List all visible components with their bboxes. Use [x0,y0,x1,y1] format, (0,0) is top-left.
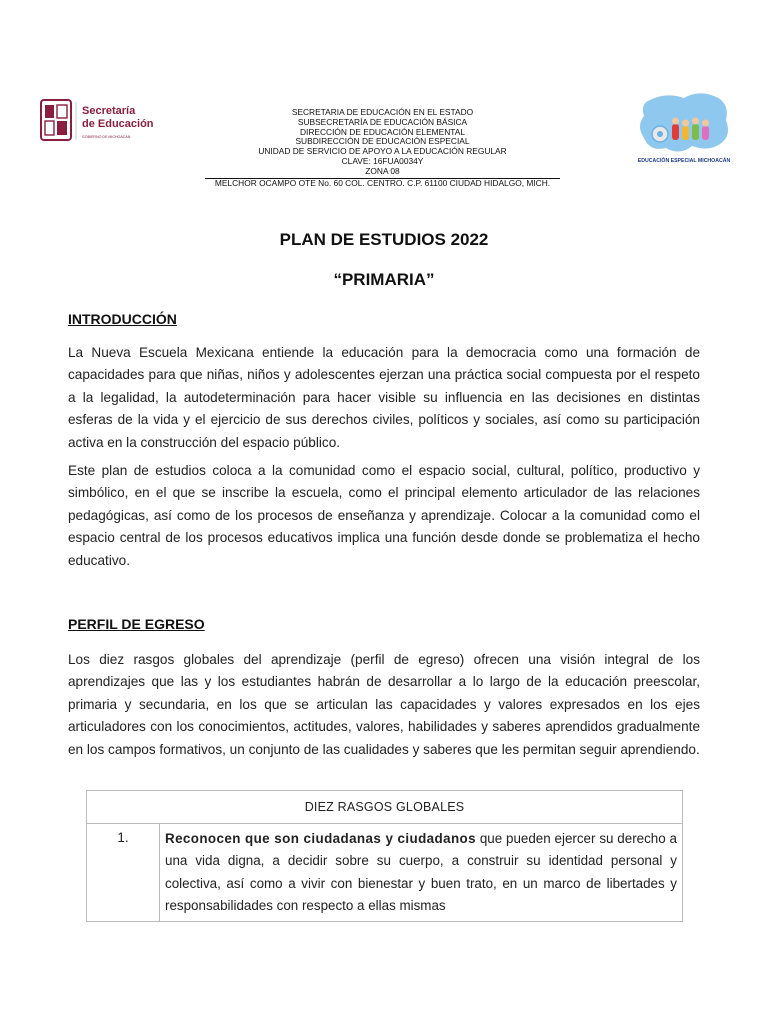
institution-line: UNIDAD DE SERVICIO DE APOYO A LA EDUCACIÓN REGULAR [258,146,507,157]
row-description [160,824,683,922]
row-text: que pueden ejercer su derecho a una vida digna, a decidir sobre su cuerpo, a construir su identidad personal y colectiva, así como a vivir con bienestar y buen trato, en un marco de libertades y responsabilidades con respecto a ellas mismas [165,831,677,914]
table-header-row [87,791,683,824]
educacion-especial-logo [636,90,732,172]
institution-line: SECRETARIA DE EDUCACIÓN EN EL ESTADO [291,107,474,117]
institution-line: CLAVE: 16FUA0034Y [341,155,424,166]
row-number: 1. [87,824,160,922]
logo-text-2: de Educación [82,118,154,130]
rasgos-table [86,790,683,922]
logo-text-3: GOBIERNO DE MICHOACÁN [82,135,131,139]
table-row [87,824,683,922]
intro-paragraph-2 [68,460,700,572]
section-heading-perfil: PERFIL DE EGRESO [68,616,205,632]
logo-caption: EDUCACIÓN ESPECIAL MICHOACÁN [637,158,731,164]
institution-line: SUBSECRETARÍA DE EDUCACIÓN BÁSICA [297,116,468,127]
institution-line: SUBDIRECCIÓN DE EDUCACIÓN ESPECIAL [295,136,470,147]
table-header: DIEZ RASGOS GLOBALES [87,791,683,824]
institution-block [205,108,560,188]
institution-line: DIRECCIÓN DE EDUCACIÓN ELEMENTAL [299,126,466,137]
paragraph-text: Este plan de estudios coloca a la comunidad como el espacio social, cultural, político, productivo y simbólico, en el que se inscribe la escuela, como el principal elemento articulador de las relaciones pedagógicas, así como de los procesos de enseñanza y aprendizaje. Colocar a la comunidad como el espacio central de los procesos educativos implica una función desde donde se problematiza el hecho educativo. [68,463,700,568]
paragraph-text: Los diez rasgos globales del aprendizaje (perfil de egreso) ofrecen una visión integral de los aprendizajes que las y los estudiantes habrán de desarrollar a lo largo de la educación preescolar, primaria y secundaria, en los que se articulan las capacidades y valores expresados en los ejes articuladores con los conocimientos, actitudes, valores, habilidades y saberes aprendidos gradualmente en los campos formativos, un conjunto de las cualidades y saberes que les permitan seguir aprendiendo. [68,652,700,757]
institution-line: ZONA 08 [365,165,400,176]
secretaria-educacion-logo [40,96,160,156]
perfil-paragraph [68,649,700,761]
intro-paragraph-1 [68,342,700,454]
address-line: MELCHOR OCAMPO OTE No. 60 COL. CENTRO. C.P. 61100 CIUDAD HIDALGO, MICH. [205,178,560,189]
page-title: PLAN DE ESTUDIOS 2022 [279,230,489,249]
page-subtitle: “PRIMARIA” [333,270,435,289]
paragraph-text: La Nueva Escuela Mexicana entiende la educación para la democracia como una formación de capacidades para que niñas, niños y adolescentes ejerzan una práctica social compuesta por el respeto a la legalidad, la autodeterminación para hacer visible su influencia en las decisiones en distintas esferas de la vida y el ejercicio de sus derechos civiles, políticos y sociales, así como su participación activa en la construcción del espacio público. [68,345,700,450]
section-heading-introduccion: INTRODUCCIÓN [68,311,177,327]
document-header [0,90,768,200]
logo-text-1: Secretaría [82,105,136,117]
row-bold-text: Reconocen que son ciudadanas y ciudadanos [165,831,476,846]
